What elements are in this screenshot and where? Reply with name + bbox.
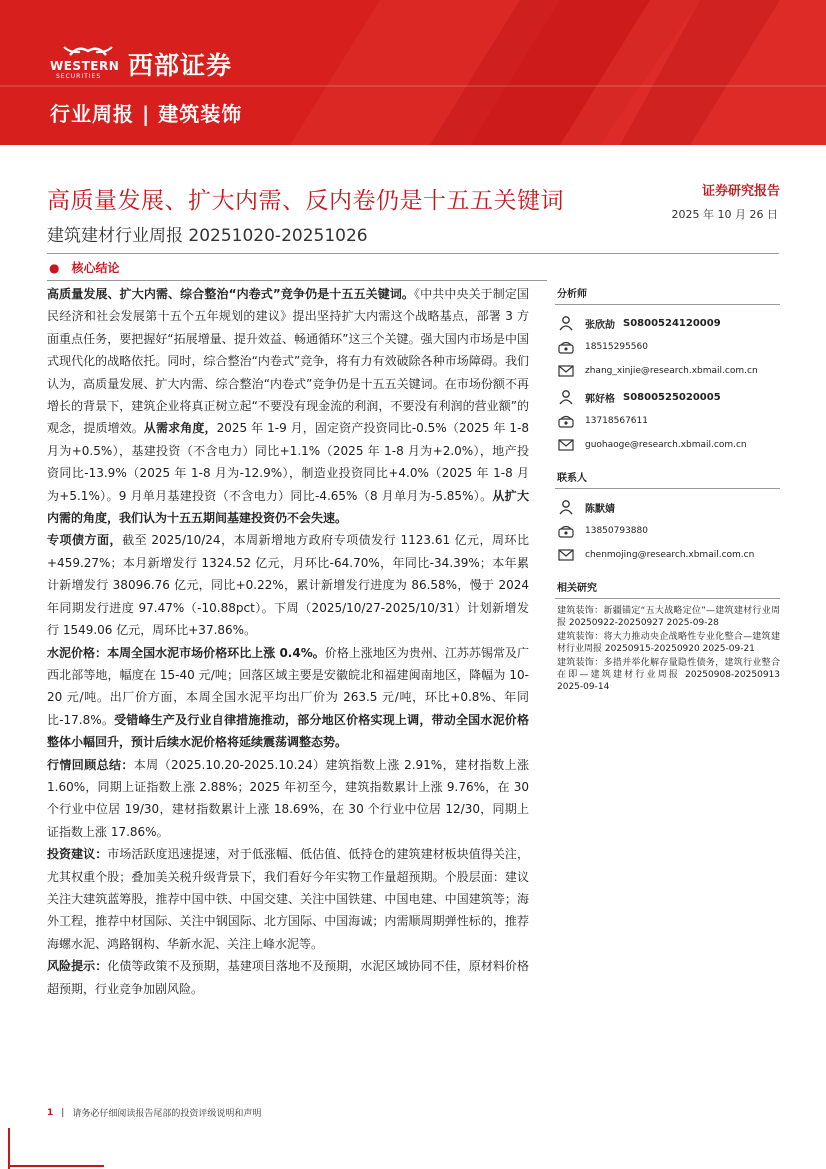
contact-person	[555, 499, 780, 515]
analyst-name: 张欣劼	[585, 319, 615, 331]
document-type: 证券研究报告	[701, 184, 780, 199]
person-icon	[555, 499, 577, 515]
analyst-2-email	[555, 437, 780, 453]
paragraph-lead: 行情回顾总结：	[47, 757, 134, 772]
analyst-1-phone	[555, 339, 780, 355]
analyst-cert: S0800525020005	[623, 391, 721, 403]
phone-icon	[555, 339, 577, 355]
paragraph-lead: 专项债方面，	[47, 533, 123, 548]
paragraph-investment-advice	[47, 843, 529, 955]
phone-number: 13850793880	[585, 526, 648, 536]
analyst-2	[555, 389, 780, 405]
footer-notice: 请务必仔细阅读报告尾部的投资评级说明和声明	[72, 1109, 262, 1119]
related-research-heading: 相关研究	[555, 577, 780, 599]
logo-mark	[50, 49, 126, 79]
paragraph-text: 截至 2025/10/24，本周新增地方政府专项债发行 1123.61 亿元，周环比+459.27%；本月新增发行 1324.52 亿元，月环比-64.70%，年同比-34.39%；本年累计新增发行 38096.76 亿元，同比+0.22%，累计新增发行进度为 86.58%，慢于 2024 年同期发行进度 97.47%（-10.88pct）。下周（2025/10/27-2025/10/31）计划新增发行 1549.06 亿元，周环比+37.86%。	[47, 533, 529, 638]
page-number: 1	[47, 1107, 54, 1118]
analyst-2-phone	[555, 413, 780, 429]
paragraph-lead: 投资建议：	[47, 847, 108, 862]
paragraph-emphasis: 从扩大内需的角度，我们认为十五五期间基建投资仍不会失速。	[47, 488, 529, 526]
contact-name: 陈默婧	[585, 503, 615, 515]
paragraph-lead: 风险提示：	[47, 959, 108, 974]
contact-email	[555, 547, 780, 563]
corner-mark-vertical	[8, 1128, 10, 1169]
paragraph-special-bonds	[47, 529, 529, 641]
person-icon	[555, 315, 577, 331]
email-address[interactable]: chenmojing@research.xbmail.com.cn	[585, 550, 755, 560]
related-research-item[interactable]: 建筑装饰：新疆锚定“五大战略定位”—建筑建材行业周报 20250922-20250927 2025-09-28	[557, 606, 780, 629]
contact-phone	[555, 523, 780, 539]
phone-icon	[555, 413, 577, 429]
email-icon	[555, 437, 577, 453]
email-icon	[555, 363, 577, 379]
section-divider	[47, 280, 547, 281]
paragraph-text: 化债等政策不及预期，基建项目落地不及预期，水泥区域协同不佳，原材料价格超预期，行业竞争加剧风险。	[47, 959, 529, 996]
sidebar	[555, 283, 780, 695]
email-icon	[555, 547, 577, 563]
related-research-item[interactable]: 建筑装饰：多措并举化解存量隐性债务，建筑行业整合在即—建筑建材行业周报 20250908-20250913 2025-09-14	[557, 657, 780, 693]
person-icon	[555, 389, 577, 405]
report-date: 2025 年 10 月 26 日	[671, 208, 778, 221]
phone-icon	[555, 523, 577, 539]
paragraph-text: 2025 年 1-9 月，固定资产投资同比-0.5%（2025 年 1-8 月为+0.5%），基建投资（不含电力）同比+1.1%（2025 年 1-8 月为+2.0%），地产投资同比-13.9%（2025 年 1-8 月为-12.9%），制造业投资同比+4.0%（2025 年 1-8 月为+5.1%）。9 月单月基建投资（不含电力）同比-4.65%（8 月单月为-5.85%）。	[47, 421, 529, 503]
paragraph-cement-price	[47, 642, 529, 754]
paragraph-market-review	[47, 754, 529, 844]
contact-heading: 联系人	[555, 467, 780, 489]
logo-chinese: 西部证券	[128, 51, 233, 80]
body-column	[47, 283, 529, 1000]
logo-english-sub: SECURITIES	[56, 73, 102, 80]
report-title: 高质量发展、扩大内需、反内卷仍是十五五关键词	[47, 188, 564, 214]
paragraph-summary	[47, 283, 529, 529]
related-research-item[interactable]: 建筑装饰：将大力推动央企战略性专业化整合—建筑建材行业周报 20250915-20250920 2025-09-21	[557, 631, 780, 655]
title-divider	[47, 253, 779, 254]
logo-english: WESTERN	[50, 59, 120, 73]
paragraph-risk-warning	[47, 955, 529, 1000]
phone-number: 18515295560	[585, 342, 648, 352]
analyst-name: 郭好格	[585, 393, 615, 405]
bull-horns-icon	[50, 43, 126, 57]
email-address[interactable]: zhang_xinjie@research.xbmail.com.cn	[585, 366, 758, 376]
section-heading-text: 核心结论	[71, 261, 120, 275]
paragraph-lead: 高质量发展、扩大内需、综合整治“内卷式”竞争仍是十五五关键词。	[47, 287, 415, 301]
report-type: 行业周报 | 建筑装饰	[50, 102, 243, 126]
paragraph-text: 《中共中央关于制定国民经济和社会发展第十五个五年规划的建议》提出坚持扩大内需这个战略基点，部署 3 方面重点任务，要把握好“拓展增量、提升效益、畅通循环”这三个关键。强大国内市场是中国式现代化的战略依托。同时，综合整治“内卷式”竞争，将有力有效破除各种市场障碍。我们认为，高质量发展、扩大内需、综合整治“内卷式”竞争仍是十五五关键词。在市场份额不再增长的背景下，建筑企业将真正树立起“不要没有现金流的利润，不要没有利润的营业额”的观念，提质增效。	[47, 287, 529, 436]
footer-separator: |	[61, 1107, 65, 1118]
section-heading	[47, 259, 547, 276]
paragraph-lead: 水泥价格：本周全国水泥市场价格环比上涨 0.4%。	[47, 645, 325, 660]
corner-mark-horizontal	[8, 1165, 104, 1167]
paragraph-emphasis: 受错峰生产及行业自律措施推动，部分地区价格实现上调，带动全国水泥价格整体小幅回升，预计后续水泥价格将延续震荡调整态势。	[47, 712, 530, 750]
analyst-cert: S0800524120009	[623, 317, 721, 329]
page-footer	[47, 1106, 261, 1119]
analyst-heading: 分析师	[555, 283, 780, 305]
paragraph-emphasis: 从需求角度，	[143, 421, 217, 436]
related-research-list	[555, 605, 780, 694]
company-logo	[50, 46, 232, 82]
analyst-1-email	[555, 363, 780, 379]
report-subtitle: 建筑建材行业周报 20251020-20251026	[47, 226, 368, 246]
bullet-icon: ●	[49, 260, 60, 275]
header-banner	[0, 0, 826, 145]
email-address[interactable]: guohaoge@research.xbmail.com.cn	[585, 440, 747, 450]
paragraph-text: 本周（2025.10.20-2025.10.24）建筑指数上涨 2.91%，建材指数上涨 1.60%，同期上证指数上涨 2.88%；2025 年初至今，建筑指数累计上涨 9.76%，在 30 个行业中位居 19/30，建材指数累计上涨 18.69%，在 30 个行业中位居 12/30，同期上证指数上涨 17.86%。	[47, 757, 529, 839]
phone-number: 13718567611	[585, 416, 648, 426]
analyst-1	[555, 315, 780, 331]
paragraph-text: 价格上涨地区为贵州、江苏苏锡常及广西北部等地，幅度在 15-40 元/吨；回落区域主要是安徽皖北和福建闽南地区，降幅为 10-20 元/吨。出厂价方面，本周全国水泥平均出厂价为 263.5 元/吨，环比+0.8%、年同比-17.8%。	[47, 645, 529, 727]
paragraph-text: 市场活跃度迅速提速，对于低涨幅、低估值、低持仓的建筑建材板块值得关注，尤其权重个股；叠加美关税升级背景下，我们看好今年实物工作量超预期。个股层面：建议关注大建筑蓝筹股，推荐中国中铁、中国交建、关注中国铁建、中国电建、中国建筑等；海外工程，推荐中材国际、关注中钢国际、北方国际、中国海诚；内需顺周期弹性标的，推荐海螺水泥、鸿路钢构、华新水泥、关注上峰水泥等。	[47, 847, 529, 951]
